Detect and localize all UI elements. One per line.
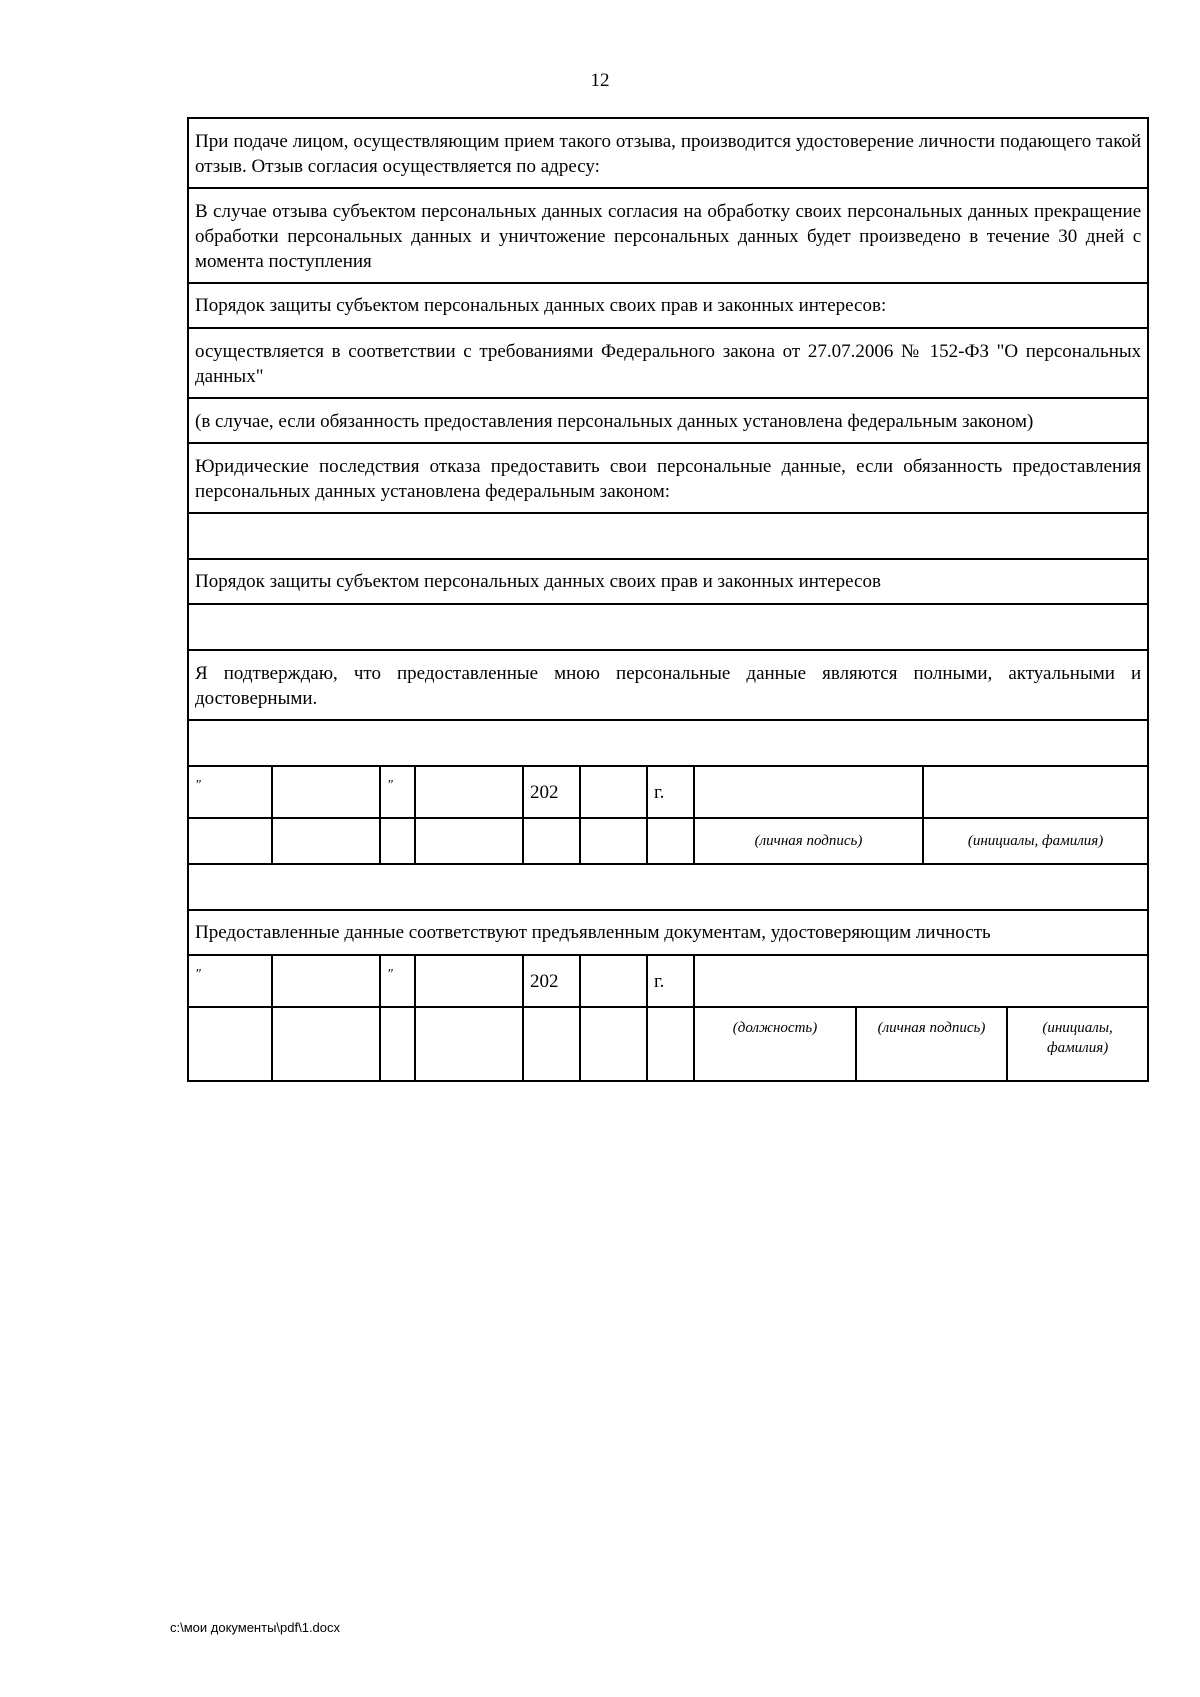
- empty-cell: [188, 1007, 272, 1081]
- protection-order-text: Порядок защиты субъектом персональных данных своих прав и законных интересов:: [188, 283, 1148, 328]
- document-file-path: c:\мои документы\pdf\1.docx: [170, 1620, 341, 1635]
- initials-surname-caption: (инициалы, фамилия): [1007, 1007, 1148, 1081]
- row-protection-law: [188, 328, 1148, 398]
- row-confirmation: [188, 650, 1148, 720]
- subject-date-row: [188, 766, 1148, 818]
- date-close-quote: ": [380, 955, 415, 1007]
- signature-field[interactable]: [694, 766, 923, 818]
- month-field[interactable]: [415, 955, 523, 1007]
- year-field[interactable]: [580, 766, 647, 818]
- position-caption: (должность): [694, 1007, 856, 1081]
- year-prefix: 202: [523, 766, 580, 818]
- legal-consequences-answer-field[interactable]: [188, 513, 1148, 559]
- revocation-effect-text: В случае отзыва субъектом персональных данных согласия на обработку своих персональных данных прекращение обработки персональных данных и уничтожение персональных данных будет произведено в течение 30 дней с момента поступления: [188, 188, 1148, 283]
- row-protection-order: [188, 283, 1148, 328]
- empty-cell: [188, 818, 272, 864]
- consent-form-table: [187, 117, 1149, 1082]
- row-federal-law-case: [188, 398, 1148, 443]
- empty-cell: [380, 818, 415, 864]
- empty-cell: [272, 1007, 380, 1081]
- row-revocation-identification: [188, 118, 1148, 188]
- empty-cell: [647, 1007, 694, 1081]
- initials-field[interactable]: [923, 766, 1148, 818]
- date-open-quote: ": [188, 766, 272, 818]
- confirmation-text: Я подтверждаю, что предоставленные мною персональные данные являются полными, актуальными и достоверными.: [188, 650, 1148, 720]
- official-date-row: [188, 955, 1148, 1007]
- protection-order-answer-field[interactable]: [188, 604, 1148, 650]
- revocation-identification-text: При подаче лицом, осуществляющим прием такого отзыва, производится удостоверение личности подающего такой отзыв. Отзыв согласия осуществляется по адресу:: [188, 118, 1148, 188]
- row-legal-consequences-answer: [188, 513, 1148, 559]
- protection-order-2-text: Порядок защиты субъектом персональных данных своих прав и законных интересов: [188, 559, 1148, 604]
- row-legal-consequences: [188, 443, 1148, 513]
- empty-cell: [272, 818, 380, 864]
- official-signature-field[interactable]: [694, 955, 1148, 1007]
- year-suffix: г.: [647, 955, 694, 1007]
- empty-cell: [523, 1007, 580, 1081]
- row-protection-order-answer: [188, 604, 1148, 650]
- date-close-quote: ": [380, 766, 415, 818]
- legal-consequences-text: Юридические последствия отказа предоставить свои персональные данные, если обязанность предоставления персональных данных установлена федеральным законом:: [188, 443, 1148, 513]
- empty-cell: [647, 818, 694, 864]
- initials-surname-caption: (инициалы, фамилия): [923, 818, 1148, 864]
- official-caption-row: [188, 1007, 1148, 1081]
- empty-cell: [415, 818, 523, 864]
- day-field[interactable]: [272, 955, 380, 1007]
- spacer-cell: [188, 864, 1148, 910]
- empty-cell: [580, 1007, 647, 1081]
- empty-cell: [415, 1007, 523, 1081]
- row-verification: [188, 910, 1148, 955]
- year-field[interactable]: [580, 955, 647, 1007]
- date-open-quote: ": [188, 955, 272, 1007]
- empty-cell: [380, 1007, 415, 1081]
- personal-signature-caption: (личная подпись): [856, 1007, 1007, 1081]
- month-field[interactable]: [415, 766, 523, 818]
- page-number: 12: [590, 70, 610, 91]
- spacer-cell: [188, 720, 1148, 766]
- day-field[interactable]: [272, 766, 380, 818]
- verification-text: Предоставленные данные соответствуют предъявленным документам, удостоверяющим личность: [188, 910, 1148, 955]
- year-prefix: 202: [523, 955, 580, 1007]
- row-protection-order-2: [188, 559, 1148, 604]
- row-spacer-2: [188, 864, 1148, 910]
- empty-cell: [523, 818, 580, 864]
- federal-law-case-text: (в случае, если обязанность предоставления персональных данных установлена федеральным законом): [188, 398, 1148, 443]
- row-spacer-1: [188, 720, 1148, 766]
- protection-law-text: осуществляется в соответствии с требованиями Федерального закона от 27.07.2006 № 152-ФЗ "О персональных данных": [188, 328, 1148, 398]
- empty-cell: [580, 818, 647, 864]
- subject-caption-row: [188, 818, 1148, 864]
- row-revocation-effect: [188, 188, 1148, 283]
- personal-signature-caption: (личная подпись): [694, 818, 923, 864]
- year-suffix: г.: [647, 766, 694, 818]
